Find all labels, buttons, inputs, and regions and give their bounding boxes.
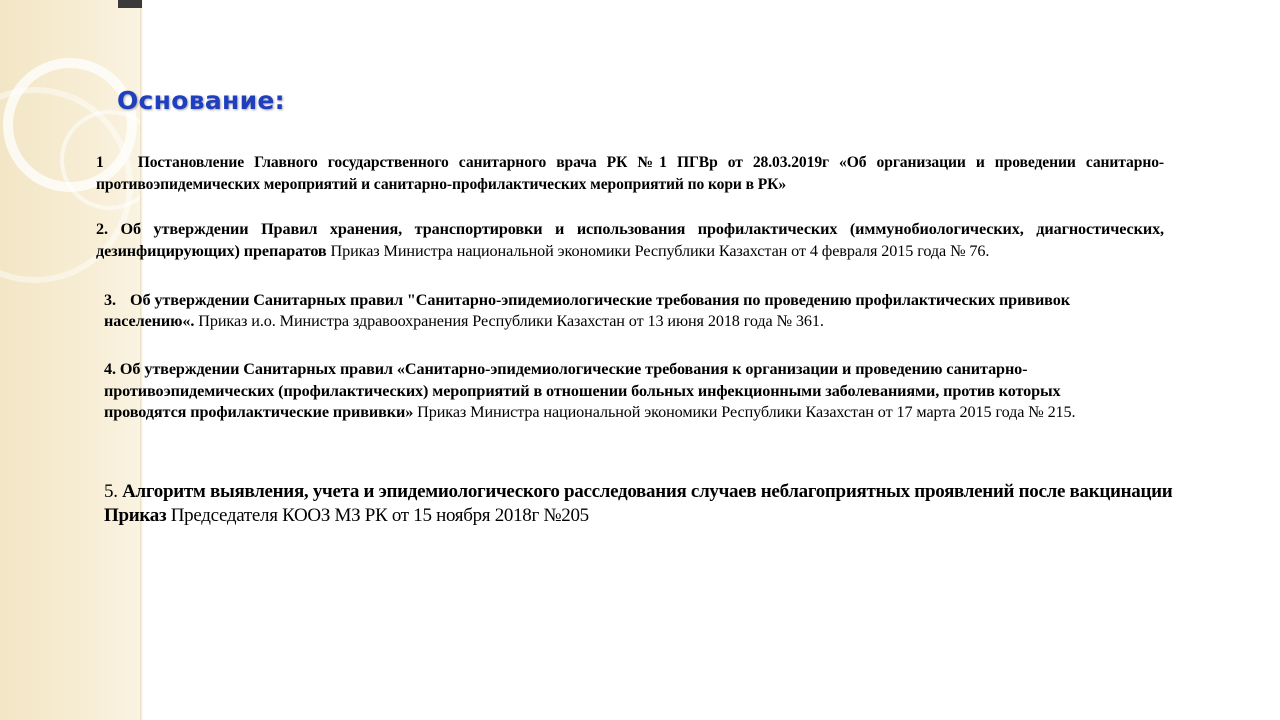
item-number: 1	[96, 154, 104, 171]
item-bold-text: Об утверждении Правил хранения, транспортировки и использования профилактических (иммунобиологических, диагностических, дезинфицирующих) препаратов	[96, 220, 1165, 260]
slide-title: Основание:	[117, 86, 285, 115]
list-item	[96, 218, 1164, 262]
list-item	[104, 480, 1174, 528]
list-item	[104, 359, 1122, 424]
list-item	[104, 290, 1146, 332]
corner-mark	[118, 0, 142, 8]
item-number: 3.	[104, 291, 116, 309]
item-normal-text: Приказ и.о. Министра здравоохранения Республики Казахстан от 13 июня 2018 года № 361.	[198, 312, 824, 330]
item-bold-text: Об утверждении Санитарных правил "Санитарно-эпидемиологические требования по проведению профилактических прививок населению«.	[104, 291, 1070, 330]
item-normal-text: Приказ Министра национальной экономики Республики Казахстан от 17 марта 2015 года № 215.	[417, 403, 1076, 421]
item-number: 4.	[104, 360, 116, 378]
item-normal-text: Председателя КООЗ МЗ РК от 15 ноября 2018г №205	[170, 505, 589, 526]
item-bold-text: Постановление Главного государственного санитарного врача РК №1 ПГВр от 28.03.2019г «Об организации и проведении санитарно-противоэпидемических мероприятий и санитарно-профилактических мероприятий по кори в РК»	[96, 154, 1164, 193]
item-normal-text: Приказ Министра национальной экономики Республики Казахстан от 4 февраля 2015 года № 76.	[330, 242, 990, 260]
item-number: 2.	[96, 220, 108, 238]
item-bold-text: Алгоритм выявления, учета и эпидемиологического расследования случаев неблагоприятных проявлений после вакцинации Приказ	[104, 481, 1173, 526]
item-number: 5.	[104, 481, 118, 502]
item-bold-text: Об утверждении Санитарных правил «Санитарно-эпидемиологические требования к организации и проведению санитарно-противоэпидемических (профилактических) мероприятий в отношении больных инфекционными заболеваниями, против которых проводятся профилактические прививки»	[104, 360, 1061, 421]
list-item	[96, 152, 1164, 196]
